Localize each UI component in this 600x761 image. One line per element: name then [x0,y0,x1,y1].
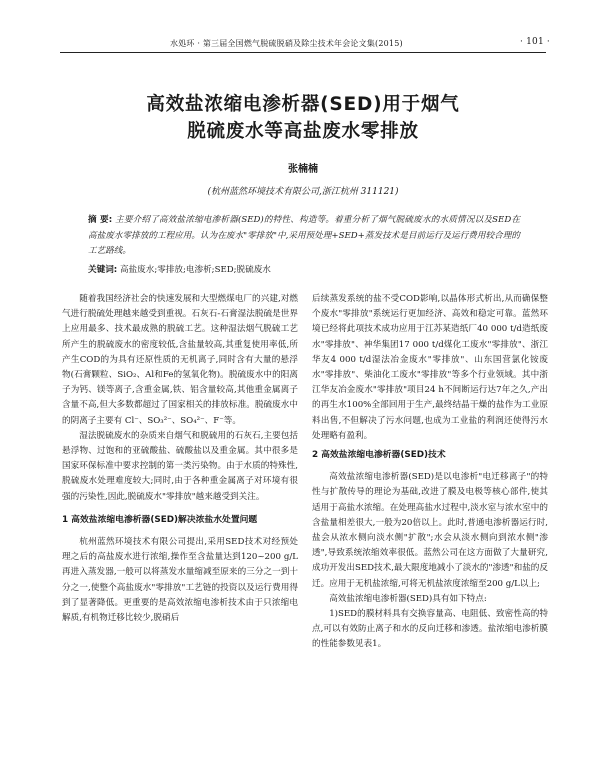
author: 张楠楠 [288,164,318,175]
keywords-label: 关键词: [88,265,118,275]
abstract-text: 主要介绍了高效盐浓缩电渗析器(SED)的特性、构造等。着重分析了烟气脱硫废水的水质情况以及SED在高盐废水零排放的工程应用。认为在废水"零排放"中,采用预处理+SED+蒸发技术是目前运行及运行费用较合理的工艺路线。 [88,215,520,256]
left-column [62,292,298,626]
paper-title-line-1: 高效盐浓缩电渗析器(SED)用于烟气 [146,94,460,115]
affiliation: (杭州蓝然环境技术有限公司,浙江杭州 311121) [207,187,399,197]
paper-title-line-2: 脱硫废水等高盐废水零排放 [187,121,419,142]
body-paragraph: 随着我国经济社会的快速发展和大型燃煤电厂的兴建,对燃气进行脱硫处理越来越受到重视。石灰石-石膏湿法脱硫是世界上应用最多、技术最成熟的脱硫工艺。这种湿法烟气脱硫工艺所产生的脱硫废水的密度较低,含盐量较高,其重复使用率低,所产生COD的为具有还原性质的无机离子,同时含有大量的悬浮物(石膏颗粒、SiO₂、Al和Fe的氢氧化物)。脱硫废水中的阳离子为钙、镁等离子,含重金属,铁、铝含量较高,其他重金属离子含量不高,但大多数都超过了国家相关的排放标准。脱硫废水中的阴离子主要有 Cl⁻、SO₃²⁻、SO₄²⁻、F⁻等。 [62,294,298,426]
body-paragraph: 杭州蓝然环境技术有限公司提出,采用SED技术对经预处理之后的高盐废水进行浓缩,操作至含盐量达到120~200 g/L再进入蒸发器,一般可以将蒸发水量缩减至原来的三分之一到十分之一,使整个高盐废水"零排放"工艺链的投资以及运行费用得到了显著降低。更重要的是高效浓缩电渗析技术由于只浓缩电解质,有机物迁移比较少,脱硝后 [62,537,298,624]
body-paragraph: 湿法脱硫废水的杂质来自烟气和脱硫用的石灰石,主要包括悬浮物、过饱和的亚硫酸盐、硫酸盐以及重金属。其中很多是国家环保标准中要求控制的第一类污染物。由于水质的特殊性,脱硫废水处理难度较大;同时,由于各种重金属离子对环境有很强的污染性,因此,脱硫废水"零排放"越来越受到关注。 [62,430,298,502]
right-column [312,292,548,653]
section-heading: 2 高效盐浓缩电渗析器(SED)技术 [312,450,446,461]
body-paragraph: 高效盐浓缩电渗析器(SED)是以电渗析"电迁移离子"的特性与扩散传导的理论为基础,改进了膜及电极等核心部件,使其适用于高盐水浓缩。在处理高盐水过程中,淡水室与浓水室中的含盐量相差很大,一般为20倍以上。此时,普通电渗析器运行时,盐会从浓水侧向淡水侧"扩散";水会从淡水侧向到浓水侧"渗透",导致系统浓缩效率很低。蓝然公司在这方面做了大量研究,成功开发出SED技术,最大限度地减小了淡水的"渗透"和盐的反迁。应用于无机盐浓缩,可将无机盐浓度浓缩至200 g/L以上; [312,472,548,589]
abstract [88,213,520,260]
body-paragraph: 高效盐浓缩电渗析器(SED)具有如下特点: [329,593,487,604]
body-paragraph: 1)SED的膜材料具有交换容量高、电阻低、致密性高的特点,可以有效防止离子和水的反向迁移和渗透。盐浓缩电渗析膜的性能参数见表1。 [312,609,548,650]
keywords [88,263,520,278]
keywords-text: 高盐废水;零排放;电渗析;SED;脱硫废水 [119,265,271,275]
page-number: · 101 · [519,37,550,47]
running-head-text: 水処环 · 第三届全国燃气脱硫脱硝及除尘技术年会论文集(2015) [170,39,403,48]
header-rule [60,52,546,53]
running-head [170,38,550,49]
body-paragraph: 后续蒸发系统的盐不受COD影响,以晶体形式析出,从而确保整个废水"零排放"系统运行更加经济、高效和稳定可靠。蓝然环境已经将此项技术成功应用于江苏某造纸厂40 000 t/d造纸废水"零排放"、神华集团17 000 t/d煤化工废水"零排放"、浙江华友4 000 t/d湿法冶金废水"零排放"、山东国营氯化铵废水"零排放"、柴油化工废水"零排放"等多个行业领域。其中浙江华友冶金废水"零排放"项目24 h不间断运行达7年之久,产出的再生水100%全部回用于生产,最终结晶干燥的盐作为工业原料出售,不但解决了污水问题,也成为工业盐的利润还使得污水处理略有盈利。 [312,294,548,441]
abstract-label: 摘 要: [88,215,113,225]
section-heading: 1 高效盐浓缩电渗析器(SED)解决浓盐水处置问题 [62,514,258,525]
